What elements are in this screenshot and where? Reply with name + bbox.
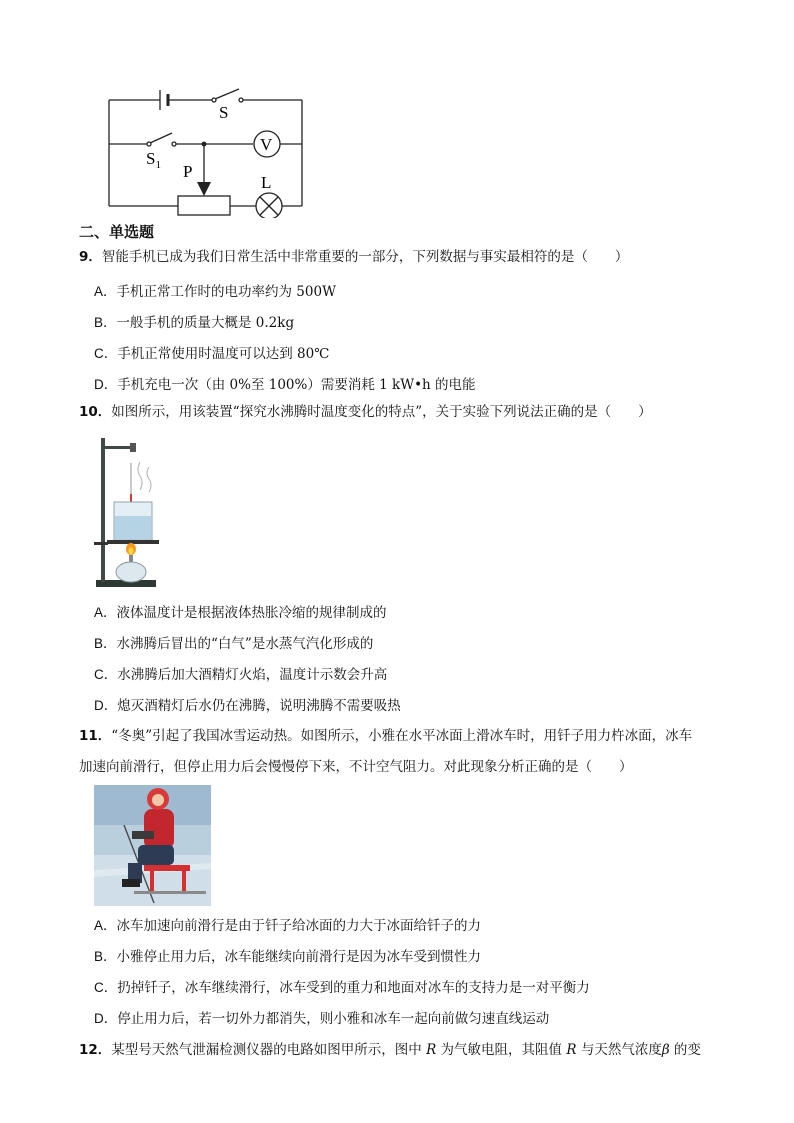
switch-s-label: S — [219, 103, 229, 122]
question-11-option-a: A．冰车加速向前滑行是由于钎子给冰面的力大于冰面给钎子的力 — [94, 918, 482, 934]
slider-p-label: P — [183, 162, 193, 181]
question-9-option-b: B．一般手机的质量大概是 0.2kg — [94, 315, 295, 331]
question-9-option-d: D．手机充电一次（由 0%至 100%）需要消耗 1 kW•h 的电能 — [94, 377, 476, 393]
question-12-number: 12． — [79, 1042, 112, 1058]
question-10-number: 10． — [79, 404, 112, 420]
question-11-option-b: B．小雅停止用力后，冰车能继续向前滑行是因为冰车受到惯性力 — [94, 949, 482, 965]
question-11-stem-line1: 11．“冬奥”引起了我国冰雪运动热。如图所示，小雅在水平冰面上滑冰车时，用钎子用力杵冰面，冰车 — [79, 728, 693, 744]
question-9-option-a: A．手机正常工作时的电功率约为 500W — [94, 284, 336, 300]
boiling-apparatus-figure — [92, 436, 164, 588]
question-11-option-c: C．扔掉钎子，冰车继续滑行，冰车受到的重力和地面对冰车的支持力是一对平衡力 — [94, 980, 590, 996]
question-11-option-d: D．停止用力后，若一切外力都消失，则小雅和冰车一起向前做匀速直线运动 — [94, 1011, 550, 1027]
voltmeter-label: V — [260, 135, 273, 154]
question-10-option-d: D．熄灭酒精灯后水仍在沸腾，说明沸腾不需要吸热 — [94, 698, 401, 714]
lamp-l-label: L — [261, 173, 272, 192]
ice-sled-photo — [94, 785, 211, 906]
question-12-stem: 12．某型号天然气泄漏检测仪器的电路如图甲所示，图中 R 为气敏电阻，其阻值 R 与天然气浓度β 的变 — [79, 1042, 701, 1058]
question-11-stem-line2: 加速向前滑行，但停止用力后会慢慢停下来，不计空气阻力。对此现象分析正确的是（ ） — [79, 759, 633, 775]
switch-s1-label: $S_1$ — [146, 149, 161, 171]
question-10-stem: 10．如图所示，用该装置“探究水沸腾时温度变化的特点”，关于实验下列说法正确的是（ ） — [79, 404, 652, 420]
question-9-number: 9． — [79, 249, 102, 265]
question-9-option-c: C．手机正常使用时温度可以达到 80℃ — [94, 346, 330, 362]
question-11-number: 11． — [79, 728, 112, 744]
section-title: 二、单选题 — [79, 223, 155, 241]
question-10-option-b: B．水沸腾后冒出的“白气”是水蒸气汽化形成的 — [94, 636, 374, 652]
question-10-option-a: A．液体温度计是根据液体热胀冷缩的规律制成的 — [94, 605, 387, 621]
question-10-option-c: C．水沸腾后加大酒精灯火焰，温度计示数会升高 — [94, 667, 388, 683]
question-9-stem: 9．智能手机已成为我们日常生活中非常重要的一部分，下列数据与事实最相符的是（ ） — [79, 249, 629, 265]
circuit-diagram — [100, 84, 310, 218]
